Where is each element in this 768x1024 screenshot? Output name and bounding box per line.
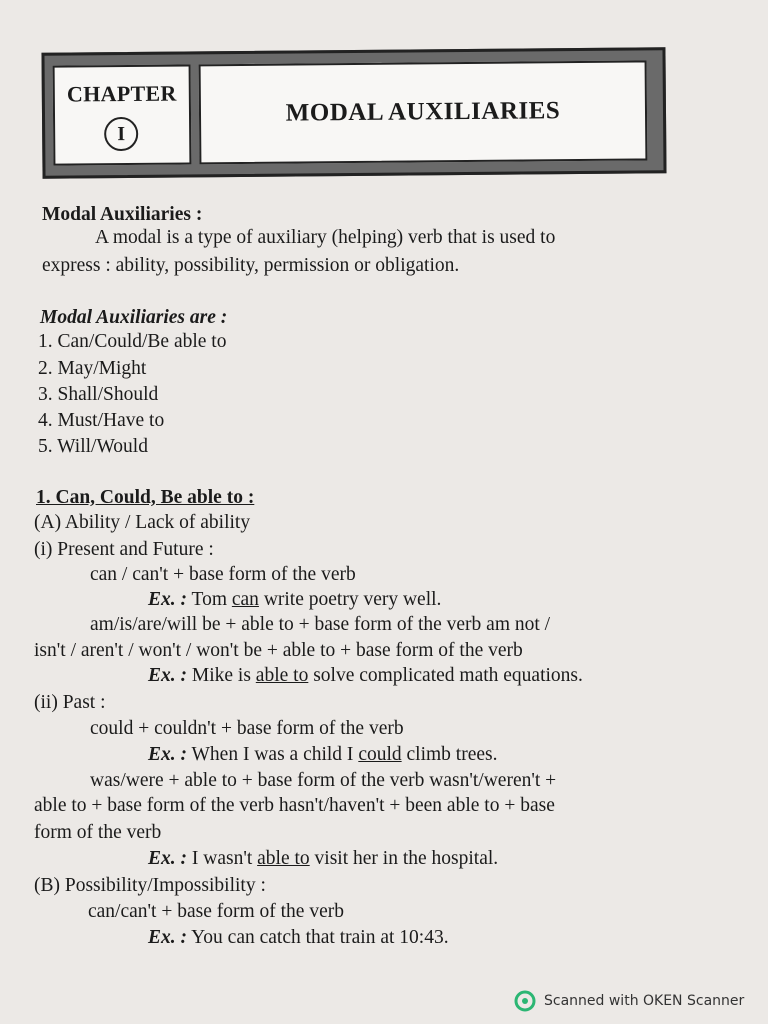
example-text: Tom <box>191 589 232 610</box>
rule-could: could + couldn't + base form of the verb <box>90 718 404 739</box>
chapter-title: MODAL AUXILIARIES <box>285 97 561 127</box>
rule-able-to-2: isn't / aren't / won't / won't be + able to + base form of the verb <box>34 640 523 661</box>
rule-able-to-1: am/is/are/will be + able to + base form of the verb am not / <box>90 614 551 635</box>
list-item: 3. Shall/Should <box>38 384 159 405</box>
chapter-label: CHAPTER <box>66 80 177 107</box>
example-label: Ex. : <box>148 589 187 610</box>
example-4 <box>148 847 498 871</box>
title-box <box>199 60 648 164</box>
rule-can: can / can't + base form of the verb <box>90 564 356 585</box>
example-underlined: able to <box>255 665 309 686</box>
example-label: Ex. : <box>148 848 187 869</box>
list-item: 1. Can/Could/Be able to <box>38 331 227 352</box>
chapter-number: I <box>104 117 138 151</box>
example-text: visit her in the hospital. <box>309 848 499 869</box>
intro-heading: Modal Auxiliaries : <box>42 204 203 225</box>
scanner-watermark <box>514 990 744 1012</box>
example-1 <box>148 588 441 612</box>
example-label: Ex. : <box>148 665 187 686</box>
ability-label: (A) Ability / Lack of ability <box>34 512 251 533</box>
scanner-text: Scanned with OKEN Scanner <box>544 993 745 1009</box>
example-text: write poetry very well. <box>258 589 442 610</box>
section1-heading: 1. Can, Could, Be able to : <box>36 487 255 508</box>
example-text: When I was a child I <box>191 744 359 765</box>
oken-scanner-logo-icon <box>514 990 536 1012</box>
example-label: Ex. : <box>148 927 187 948</box>
example-text: I wasn't <box>191 848 258 869</box>
example-text: You can catch that train at 10:43. <box>191 927 449 948</box>
intro-line-1: A modal is a type of auxiliary (helping) verb that is used to <box>95 227 556 248</box>
example-label: Ex. : <box>148 744 187 765</box>
example-5 <box>148 926 449 950</box>
list-item: 5. Will/Would <box>38 436 148 457</box>
past-label: (ii) Past : <box>34 692 106 713</box>
example-text: Mike is <box>191 665 256 686</box>
example-text: solve complicated math equations. <box>308 665 583 686</box>
list-item: 2. May/Might <box>38 358 147 379</box>
example-underlined: could <box>358 744 402 765</box>
rule-can-possibility: can/can't + base form of the verb <box>88 901 344 922</box>
intro-line-2: express : ability, possibility, permission or obligation. <box>42 255 460 276</box>
example-3 <box>148 743 497 767</box>
list-item: 4. Must/Have to <box>38 410 165 431</box>
example-underlined: can <box>231 589 259 610</box>
example-2 <box>148 664 583 688</box>
chapter-header <box>41 47 666 178</box>
example-underlined: able to <box>257 848 310 869</box>
example-text: climb trees. <box>401 744 498 765</box>
possibility-label: (B) Possibility/Impossibility : <box>34 875 266 896</box>
rule-was-able-2: able to + base form of the verb hasn't/haven't + been able to + base <box>34 795 555 816</box>
present-future-label: (i) Present and Future : <box>34 539 214 560</box>
rule-was-able-1: was/were + able to + base form of the verb wasn't/weren't + <box>90 770 557 791</box>
rule-was-able-3: form of the verb <box>34 822 162 843</box>
list-heading: Modal Auxiliaries are : <box>40 307 228 328</box>
chapter-box <box>53 64 192 165</box>
